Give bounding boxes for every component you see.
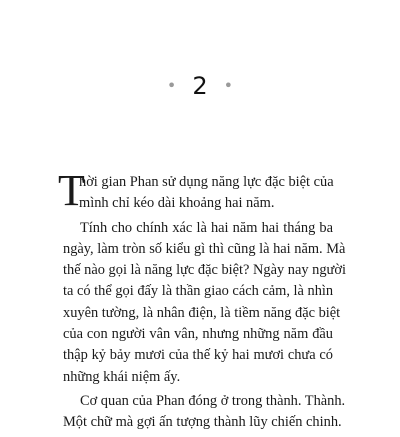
- text-line: thập kỷ bảy mươi của thế kỷ hai mươi chưa có: [63, 347, 333, 364]
- text-line: Một chữ mà gợi ấn tượng thành lũy chiến chinh.: [63, 414, 342, 431]
- text-line: mình chỉ kéo dài khoảng hai năm.: [79, 195, 275, 212]
- chapter-dot-left: •: [166, 76, 177, 95]
- text-line: ngày, làm tròn số kiểu gì thì cũng là hai năm. Mà: [63, 240, 346, 257]
- text-line: những khái niệm ấy.: [63, 368, 181, 385]
- paragraph-1: [58, 166, 334, 215]
- drop-cap: T: [58, 166, 85, 215]
- body-text: [58, 166, 346, 437]
- text-line: ta có thể gọi đấy là thần giao cách cảm, là nhìn: [63, 283, 334, 300]
- text-line: Cơ quan của Phan đóng ở trong thành. Thành.: [80, 392, 346, 409]
- text-line: hời gian Phan sử dụng năng lực đặc biệt của: [79, 174, 334, 190]
- chapter-dot-right: •: [223, 76, 234, 95]
- chapter-number: 2: [192, 72, 208, 100]
- paragraph-2: [63, 218, 346, 388]
- text-line: thế nào gọi là năng lực đặc biệt? Ngày nay người: [63, 262, 346, 279]
- text-line: xuyên tường, là nhân điện, là tiềm năng đặc biệt: [63, 304, 341, 321]
- paragraph-3: [63, 391, 346, 434]
- text-line: của con người vân vân, nhưng những năm đầu: [63, 326, 333, 343]
- chapter-heading: [0, 72, 400, 100]
- text-line: Tính cho chính xác là hai năm hai tháng ba: [80, 219, 333, 236]
